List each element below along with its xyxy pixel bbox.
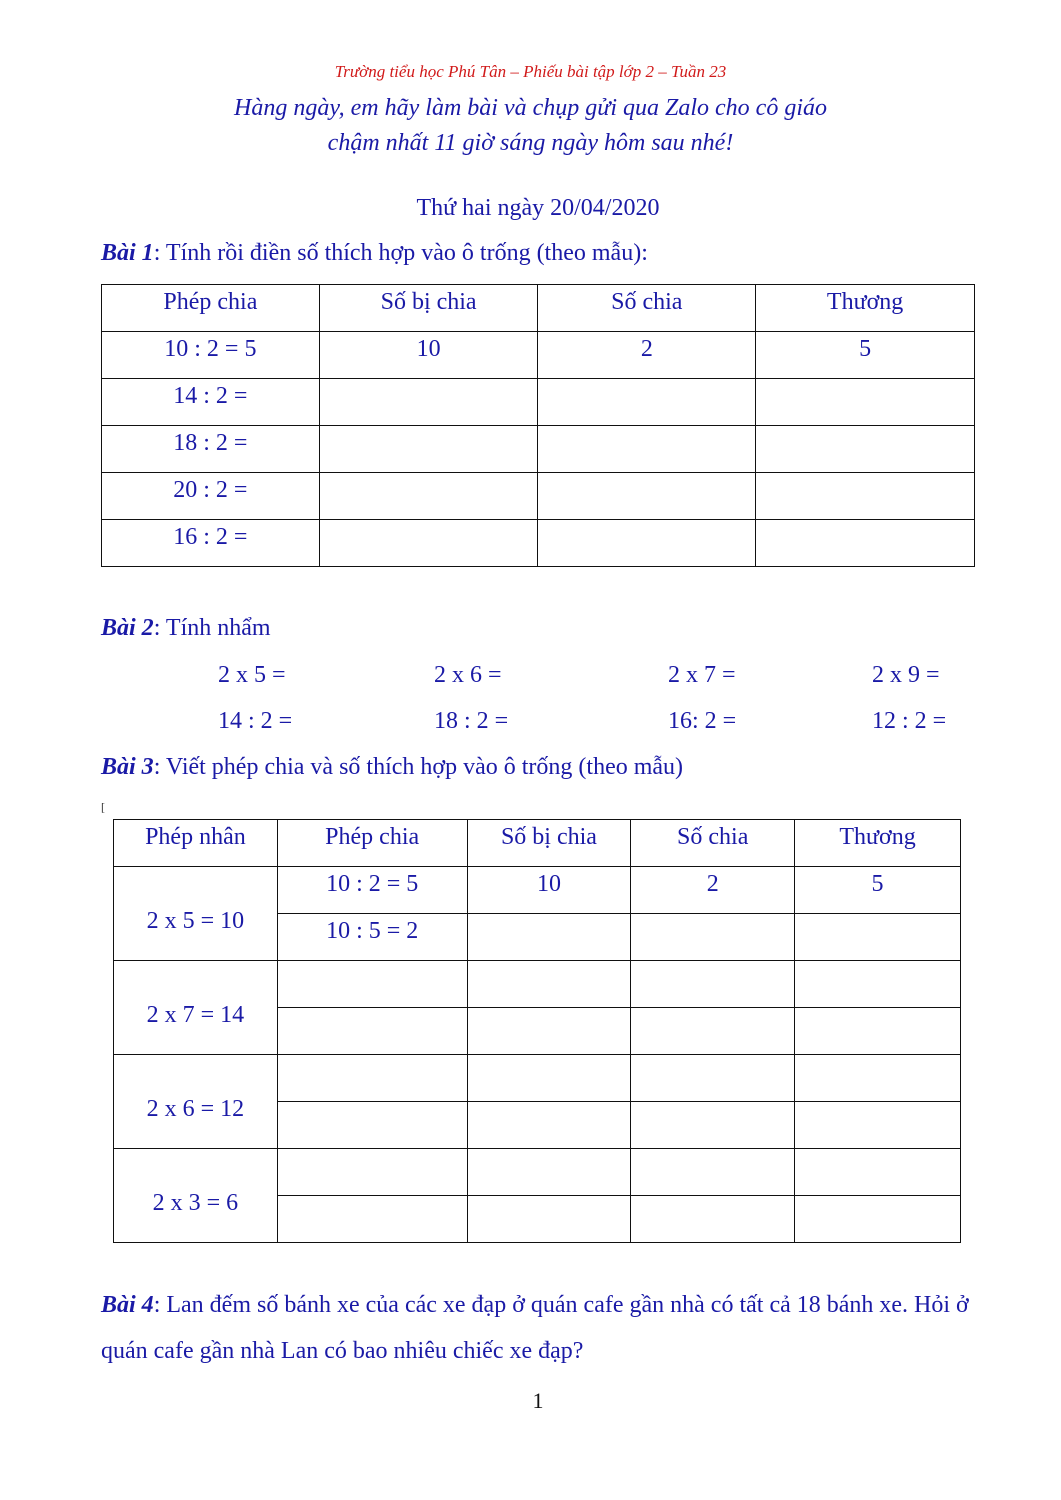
- answer-cell[interactable]: [795, 1102, 961, 1149]
- answer-cell[interactable]: [467, 914, 631, 961]
- table-row: [102, 332, 975, 379]
- answer-cell[interactable]: [795, 1055, 961, 1102]
- bai3-table: [113, 819, 961, 1243]
- answer-cell[interactable]: [631, 1196, 795, 1243]
- answer-cell[interactable]: [538, 520, 756, 567]
- bai3-header-cell: Phép chia: [277, 820, 467, 867]
- table-cell: 5: [756, 332, 975, 379]
- answer-cell[interactable]: [631, 1055, 795, 1102]
- table-row: [114, 867, 961, 914]
- multiplication-cell: 2 x 6 = 12: [114, 1055, 278, 1149]
- bai3-header-row: [114, 820, 961, 867]
- table-cell: 2: [631, 867, 795, 914]
- answer-cell[interactable]: [756, 473, 975, 520]
- answer-cell[interactable]: [756, 426, 975, 473]
- bai2-label: Bài 2: [101, 615, 154, 641]
- bai3-text: : Viết phép chia và số thích hợp vào ô trống (theo mẫu): [153, 754, 684, 780]
- table-cell: 5: [795, 867, 961, 914]
- bai4-label: Bài 4: [101, 1292, 154, 1318]
- answer-cell[interactable]: [756, 520, 975, 567]
- table-row: [114, 961, 961, 1008]
- table-cell: 16 : 2 =: [102, 520, 320, 567]
- answer-cell[interactable]: [277, 961, 467, 1008]
- multiplication-cell: 2 x 5 = 10: [114, 867, 278, 961]
- bai2-heading: [101, 615, 271, 642]
- table-cell: 20 : 2 =: [102, 473, 320, 520]
- bai3-heading: [101, 754, 683, 781]
- answer-cell[interactable]: [319, 379, 538, 426]
- answer-cell[interactable]: [467, 1149, 631, 1196]
- answer-cell[interactable]: [631, 1008, 795, 1055]
- calc-item: 12 : 2 =: [872, 708, 947, 734]
- answer-cell[interactable]: [795, 1196, 961, 1243]
- bai4-paragraph: [101, 1282, 981, 1374]
- bracket-mark: [: [101, 800, 105, 814]
- answer-cell[interactable]: [538, 426, 756, 473]
- table-cell: 2: [538, 332, 756, 379]
- answer-cell[interactable]: [319, 520, 538, 567]
- bai1-text: : Tính rồi điền số thích hợp vào ô trống (theo mẫu):: [153, 240, 648, 266]
- calc-item: 2 x 6 =: [434, 662, 502, 688]
- instruction-line-2: chậm nhất 11 giờ sáng ngày hôm sau nhé!: [327, 130, 734, 156]
- bai1-header-cell: Thương: [756, 285, 975, 332]
- answer-cell[interactable]: [319, 473, 538, 520]
- answer-cell[interactable]: [631, 961, 795, 1008]
- answer-cell[interactable]: [631, 1102, 795, 1149]
- table-cell: 10 : 2 = 5: [102, 332, 320, 379]
- bai1-header-cell: Số bị chia: [319, 285, 538, 332]
- calc-item: 14 : 2 =: [218, 708, 293, 734]
- answer-cell[interactable]: [467, 1196, 631, 1243]
- instruction-line-1: Hàng ngày, em hãy làm bài và chụp gửi qua Zalo cho cô giáo: [233, 95, 827, 121]
- answer-cell[interactable]: [277, 1102, 467, 1149]
- answer-cell[interactable]: [795, 1008, 961, 1055]
- answer-cell[interactable]: [467, 1102, 631, 1149]
- calc-item: 16: 2 =: [668, 708, 737, 734]
- bai3-header-cell: Số bị chia: [467, 820, 631, 867]
- calc-item: 2 x 9 =: [872, 662, 940, 688]
- school-header: Trường tiểu học Phú Tân – Phiếu bài tập lớp 2 – Tuần 23: [334, 62, 727, 81]
- answer-cell[interactable]: [277, 1149, 467, 1196]
- table-cell: 10: [319, 332, 538, 379]
- answer-cell[interactable]: [795, 914, 961, 961]
- bai1-heading: [101, 240, 648, 267]
- table-cell: 14 : 2 =: [102, 379, 320, 426]
- bai2-text: : Tính nhẩm: [153, 615, 271, 641]
- table-cell: 18 : 2 =: [102, 426, 320, 473]
- answer-cell[interactable]: [467, 961, 631, 1008]
- table-row: [102, 426, 975, 473]
- date-line: Thứ hai ngày 20/04/2020: [416, 195, 660, 221]
- bai1-table: [101, 284, 975, 567]
- answer-cell[interactable]: [277, 1196, 467, 1243]
- answer-cell[interactable]: [467, 1055, 631, 1102]
- answer-cell[interactable]: [795, 1149, 961, 1196]
- table-row: [102, 520, 975, 567]
- bai3-header-cell: Phép nhân: [114, 820, 278, 867]
- bai1-label: Bài 1: [101, 240, 154, 266]
- calc-item: 2 x 7 =: [668, 662, 736, 688]
- calc-item: 2 x 5 =: [218, 662, 286, 688]
- bai4-text: : Lan đếm số bánh xe của các xe đạp ở quán cafe gần nhà có tất cả 18 bánh xe. Hỏi ở quán cafe gần nhà Lan có bao nhiêu chiếc xe đạp?: [101, 1292, 969, 1364]
- page-number: 1: [532, 1388, 544, 1413]
- bai1-header-cell: Phép chia: [102, 285, 320, 332]
- table-cell: 10 : 5 = 2: [277, 914, 467, 961]
- bai1-header-cell: Số chia: [538, 285, 756, 332]
- bai3-label: Bài 3: [101, 754, 154, 780]
- answer-cell[interactable]: [538, 379, 756, 426]
- answer-cell[interactable]: [795, 961, 961, 1008]
- answer-cell[interactable]: [756, 379, 975, 426]
- table-row: [114, 1055, 961, 1102]
- answer-cell[interactable]: [277, 1055, 467, 1102]
- bai1-header-row: [102, 285, 975, 332]
- multiplication-cell: 2 x 3 = 6: [114, 1149, 278, 1243]
- table-row: [102, 473, 975, 520]
- table-row: [102, 379, 975, 426]
- answer-cell[interactable]: [467, 1008, 631, 1055]
- answer-cell[interactable]: [319, 426, 538, 473]
- multiplication-cell: 2 x 7 = 14: [114, 961, 278, 1055]
- calc-item: 18 : 2 =: [434, 708, 509, 734]
- table-cell: 10 : 2 = 5: [277, 867, 467, 914]
- answer-cell[interactable]: [631, 914, 795, 961]
- table-cell: 10: [467, 867, 631, 914]
- bai3-header-cell: Số chia: [631, 820, 795, 867]
- table-row: [114, 1149, 961, 1196]
- answer-cell[interactable]: [538, 473, 756, 520]
- answer-cell[interactable]: [277, 1008, 467, 1055]
- answer-cell[interactable]: [631, 1149, 795, 1196]
- bai3-header-cell: Thương: [795, 820, 961, 867]
